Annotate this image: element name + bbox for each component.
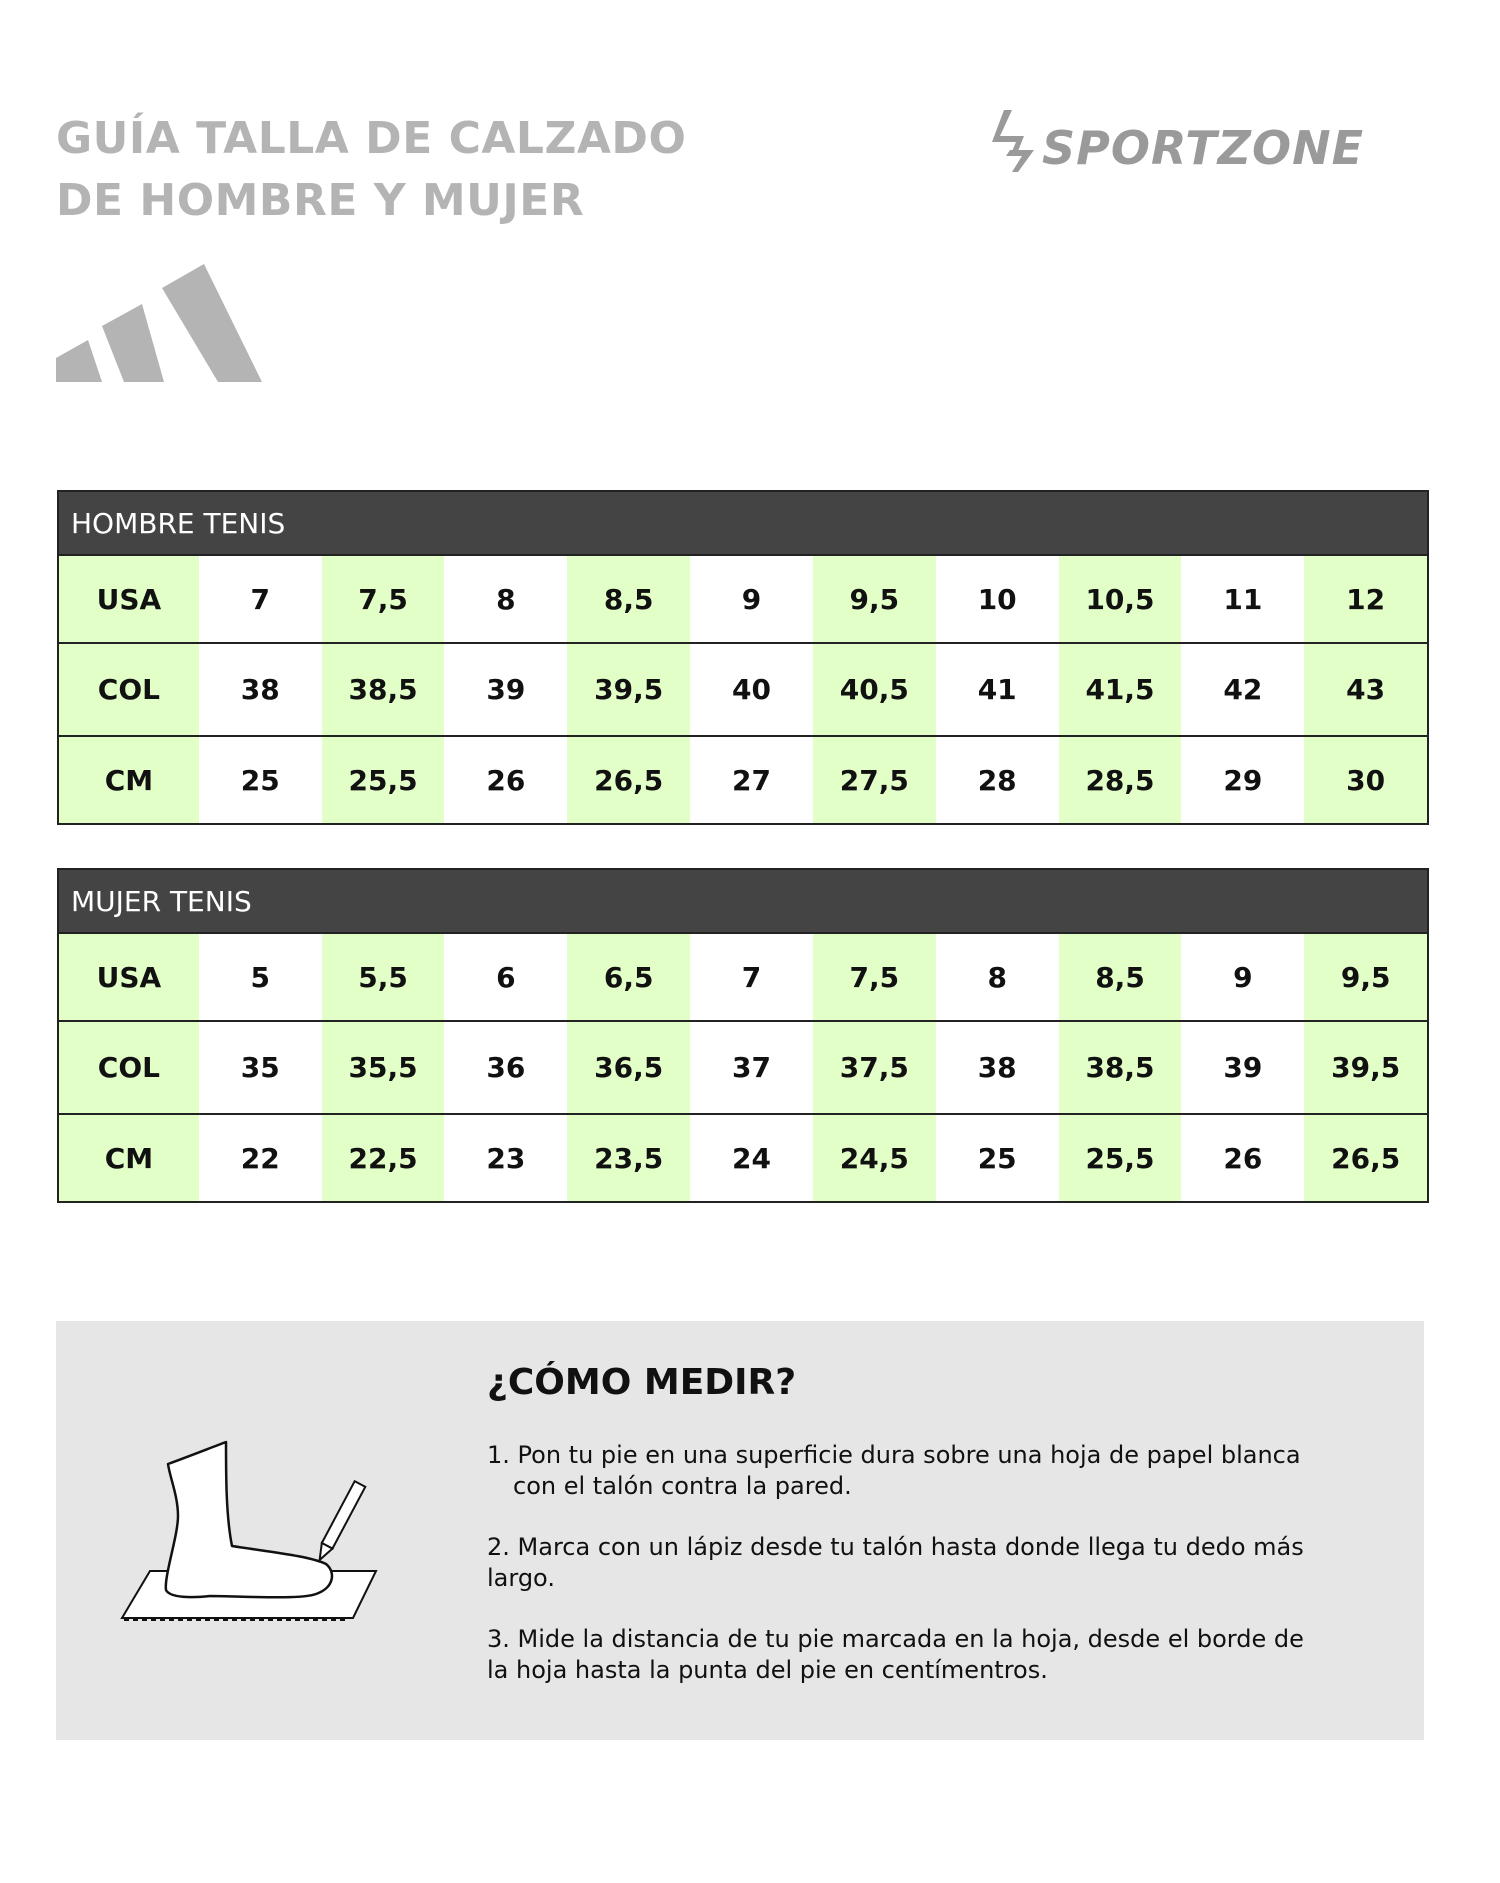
sportzone-logo <box>990 108 1440 174</box>
how-to-measure-title: ¿CÓMO MEDIR? <box>487 1362 797 1403</box>
size-cell: 23,5 <box>567 1115 690 1201</box>
size-cell: 28 <box>977 763 1017 797</box>
size-cell: 38,5 <box>322 644 445 735</box>
row-label: CM <box>59 1115 199 1201</box>
table-row-usa <box>59 554 1427 642</box>
size-cell: 25 <box>240 763 280 797</box>
size-cell: 25,5 <box>1059 1115 1182 1201</box>
size-cell: 39,5 <box>1304 1022 1427 1113</box>
size-cell: 36 <box>486 1051 526 1084</box>
size-cell: 6 <box>496 960 516 994</box>
title-line-1: GUÍA TALLA DE CALZADO <box>56 113 687 164</box>
size-cell: 9,5 <box>1304 934 1427 1020</box>
table-title: MUJER TENIS <box>59 870 1427 932</box>
size-cell: 29 <box>1223 763 1263 797</box>
size-table-hombre <box>57 490 1429 825</box>
page-title <box>56 108 686 232</box>
size-cell: 30 <box>1304 737 1427 823</box>
size-cell: 37 <box>732 1051 771 1084</box>
size-cell: 5 <box>250 960 270 994</box>
size-cell: 42 <box>1223 673 1263 706</box>
size-cell: 7,5 <box>322 556 445 642</box>
size-cell: 27 <box>732 763 771 797</box>
size-cell: 40 <box>732 673 771 706</box>
step-1-line-1: 1. Pon tu pie en una superficie dura sobre una hoja de papel blanca <box>487 1441 1301 1469</box>
size-cell: 5,5 <box>322 934 445 1020</box>
size-cell: 43 <box>1304 644 1427 735</box>
size-cell: 36,5 <box>567 1022 690 1113</box>
size-cell: 7 <box>250 582 270 616</box>
row-label: COL <box>59 1022 199 1113</box>
foot-measure-icon <box>120 1436 390 1626</box>
instruction-step-2: 2. Marca con un lápiz desde tu talón hasta donde llega tu dedo más largo. <box>487 1533 1304 1592</box>
row-label: USA <box>59 556 199 642</box>
size-cell: 35,5 <box>322 1022 445 1113</box>
size-cell: 8,5 <box>567 556 690 642</box>
table-row-col <box>59 1020 1427 1113</box>
step-1-line-2: con el talón contra la pared. <box>513 1472 852 1500</box>
size-cell: 39 <box>1223 1051 1263 1084</box>
size-cell: 41 <box>977 673 1017 706</box>
size-cell: 24,5 <box>813 1115 936 1201</box>
size-cell: 11 <box>1223 582 1263 616</box>
row-label: USA <box>59 934 199 1020</box>
sportzone-logo-text: SPORTZONE <box>1042 121 1365 174</box>
size-cell: 37,5 <box>813 1022 936 1113</box>
size-cell: 28,5 <box>1059 737 1182 823</box>
size-cell: 7 <box>741 960 762 994</box>
row-label: CM <box>59 737 199 823</box>
three-stripes-logo <box>56 264 262 382</box>
table-title: HOMBRE TENIS <box>59 492 1427 554</box>
title-line-2: DE HOMBRE Y MUJER <box>56 175 585 226</box>
instruction-step-3: 3. Mide la distancia de tu pie marcada en la hoja, desde el borde de la hoja hasta la punta del pie en centímentros. <box>487 1625 1304 1684</box>
size-cell: 38 <box>977 1051 1017 1084</box>
table-row-col <box>59 642 1427 735</box>
size-cell: 9 <box>1233 960 1253 994</box>
size-cell: 39,5 <box>567 644 690 735</box>
size-cell: 26,5 <box>1304 1115 1427 1201</box>
size-cell: 8 <box>496 582 516 616</box>
table-row-usa <box>59 932 1427 1020</box>
size-cell: 23 <box>486 1141 526 1175</box>
size-cell: 39 <box>486 673 526 706</box>
size-cell: 10 <box>977 582 1017 616</box>
size-cell: 22 <box>240 1141 280 1175</box>
size-cell: 12 <box>1304 556 1427 642</box>
size-cell: 25,5 <box>322 737 445 823</box>
size-cell: 41,5 <box>1059 644 1182 735</box>
size-cell: 6,5 <box>567 934 690 1020</box>
size-cell: 9,5 <box>813 556 936 642</box>
size-cell: 26 <box>486 763 526 797</box>
size-cell: 27,5 <box>813 737 936 823</box>
size-cell: 10,5 <box>1059 556 1182 642</box>
size-cell: 8 <box>987 960 1007 994</box>
size-cell: 24 <box>732 1141 771 1175</box>
size-cell: 22,5 <box>322 1115 445 1201</box>
size-cell: 9 <box>741 582 762 616</box>
instruction-step-1 <box>487 1440 1327 1502</box>
size-cell: 26,5 <box>567 737 690 823</box>
size-cell: 38 <box>240 673 280 706</box>
row-label: COL <box>59 644 199 735</box>
size-cell: 38,5 <box>1059 1022 1182 1113</box>
size-cell: 8,5 <box>1059 934 1182 1020</box>
size-cell: 25 <box>977 1141 1017 1175</box>
size-cell: 7,5 <box>813 934 936 1020</box>
table-row-cm <box>59 735 1427 823</box>
table-row-cm <box>59 1113 1427 1201</box>
size-table-mujer <box>57 868 1429 1203</box>
size-cell: 40,5 <box>813 644 936 735</box>
size-cell: 35 <box>240 1051 280 1084</box>
size-cell: 26 <box>1223 1141 1263 1175</box>
